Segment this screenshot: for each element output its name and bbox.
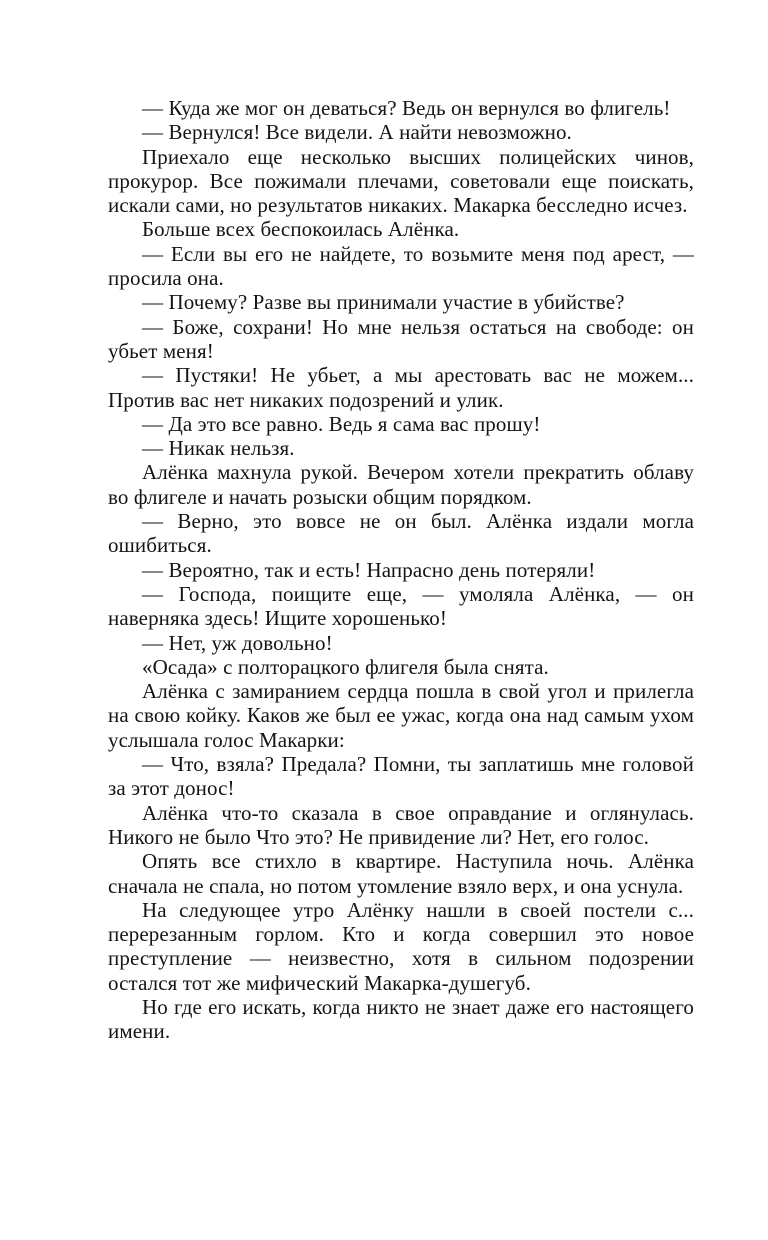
paragraph: — Нет, уж довольно! bbox=[142, 630, 333, 655]
paragraph: — Никак нельзя. bbox=[142, 436, 295, 461]
paragraph: — Если вы его не найдете, то возьмите меня под арест, — просила она. bbox=[108, 241, 694, 291]
paragraph: — Пустяки! Не убьет, а мы арестовать вас не можем... Против вас нет никаких подозрений и улик. bbox=[108, 363, 694, 412]
paragraph: — Боже, сохрани! Но мне нельзя остаться на свободе: он убьет меня! bbox=[108, 314, 694, 363]
paragraph: — Вероятно, так и есть! Напрасно день потеряли! bbox=[142, 557, 596, 582]
paragraph: — Куда же мог он деваться? Ведь он вернулся во флигель! bbox=[142, 96, 671, 120]
paragraph: На следующее утро Алёнку нашли в своей постели с... перерезанным горлом. Кто и когда совершил это новое преступление — неизвестно, хотя в сильном подозрении остался тот же мифический Макарка-душегуб. bbox=[108, 897, 694, 995]
paragraph: — Вернулся! Все видели. А найти невозможно. bbox=[142, 120, 572, 145]
paragraph: Но где его искать, когда никто не знает даже его настоящего имени. bbox=[108, 994, 694, 1044]
page-text bbox=[108, 96, 694, 1044]
paragraph: — Верно, это вовсе не он был. Алёнка издали могла ошибиться. bbox=[108, 509, 694, 558]
paragraph: Алёнка с замиранием сердца пошла в свой угол и прилегла на свою койку. Каков же был ее ужас, когда она над самым ухом услышала голос Макарки: bbox=[108, 679, 694, 752]
paragraph: — Господа, поищите еще, — умоляла Алёнка, — он наверняка здесь! Ищите хорошенько! bbox=[108, 581, 694, 631]
paragraph: Опять все стихло в квартире. Наступила ночь. Алёнка сначала не спала, но потом утомление взяло верх, и она уснула. bbox=[108, 849, 694, 898]
paragraph: Алёнка что-то сказала в свое оправдание и оглянулась. Никого не было Что это? Не привидение ли? Нет, его голос. bbox=[108, 800, 694, 849]
paragraph: — Почему? Разве вы принимали участие в убийстве? bbox=[142, 290, 625, 315]
paragraph: Больше всех беспокоилась Алёнка. bbox=[142, 217, 460, 242]
paragraph: «Осада» с полторацкого флигеля была снята. bbox=[142, 654, 549, 679]
paragraph: Приехало еще несколько высших полицейских чинов, прокурор. Все пожимали плечами, советовали еще поискать, искали сами, но результатов никаких. Макарка бесследно исчез. bbox=[108, 144, 694, 218]
paragraph: Алёнка махнула рукой. Вечером хотели прекратить облаву во флигеле и начать розыски общим порядком. bbox=[108, 460, 694, 509]
paragraph: — Да это все равно. Ведь я сама вас прошу! bbox=[142, 411, 541, 436]
paragraph: — Что, взяла? Предала? Помни, ты заплатишь мне головой за этот донос! bbox=[108, 752, 694, 801]
